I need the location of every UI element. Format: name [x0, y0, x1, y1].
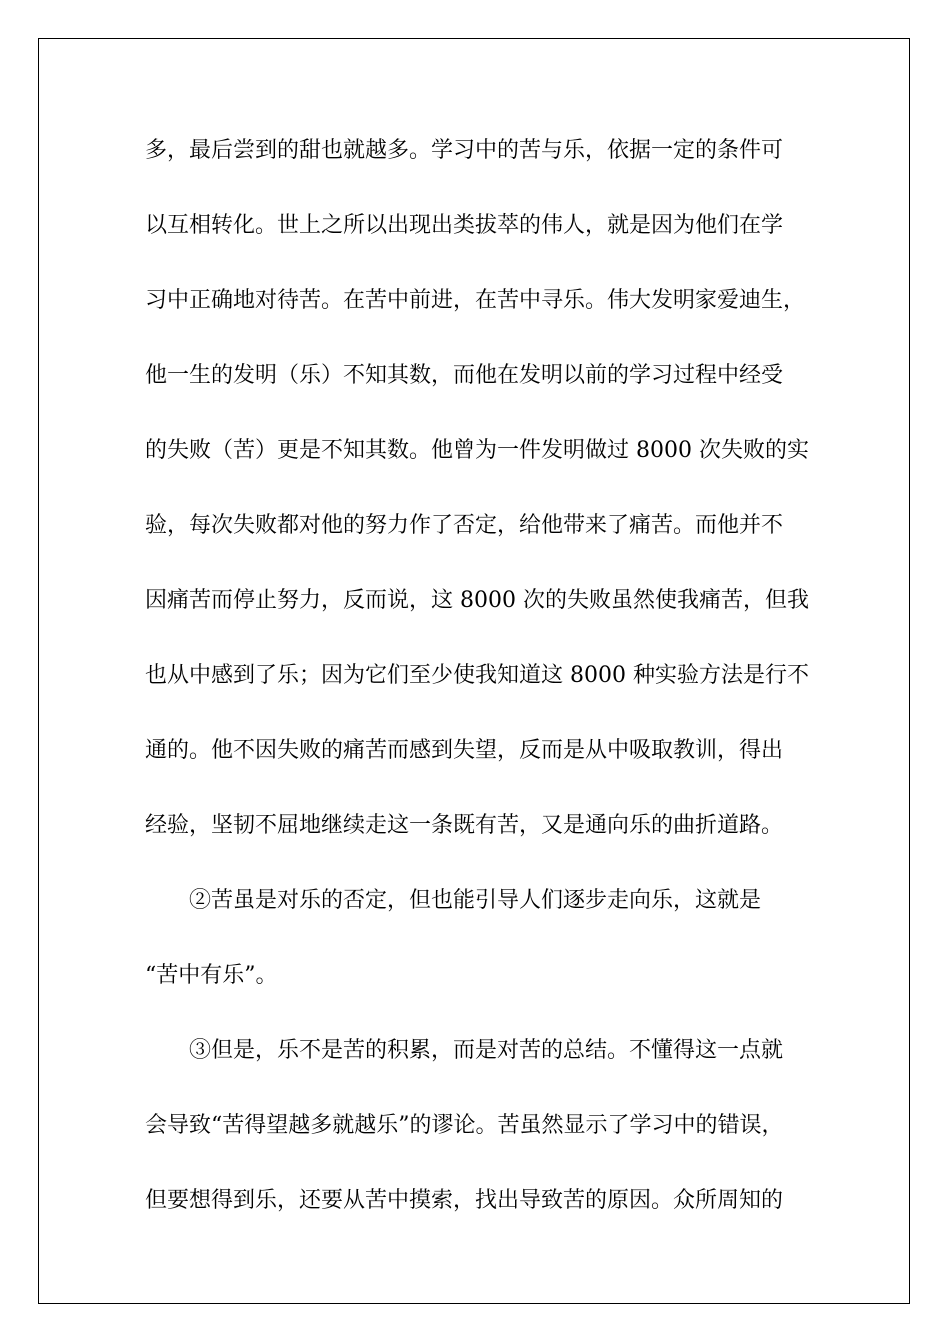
text-line: 也从中感到了乐；因为它们至少使我知道这 8000 种实验方法是行不 — [145, 663, 809, 688]
text-line: 会导致“苦得望越多就越乐”的谬论。苦虽然显示了学习中的错误， — [145, 1113, 784, 1138]
text-line: 习中正确地对待苦。在苦中前进，在苦中寻乐。伟大发明家爱迪生， — [145, 288, 806, 313]
text-line: 经验，坚韧不屈地继续走这一条既有苦，又是通向乐的曲折道路。 — [145, 813, 784, 838]
text-line: “苦中有乐”。 — [145, 963, 278, 988]
paragraph-3-start: ③但是，乐不是苦的积累，而是对苦的总结。不懂得这一点就 — [189, 1038, 784, 1063]
text-line: 多，最后尝到的甜也就越多。学习中的苦与乐，依据一定的条件可 — [145, 138, 784, 163]
text-line: 通的。他不因失败的痛苦而感到失望，反而是从中吸取教训，得出 — [145, 738, 784, 763]
text-line: 因痛苦而停止努力，反而说，这 8000 次的失败虽然使我痛苦，但我 — [145, 588, 809, 613]
text-line: 的失败（苦）更是不知其数。他曾为一件发明做过 8000 次失败的实 — [145, 438, 809, 463]
text-line: 验，每次失败都对他的努力作了否定，给他带来了痛苦。而他并不 — [145, 513, 784, 538]
text-line: 但要想得到乐，还要从苦中摸索，找出导致苦的原因。众所周知的 — [145, 1188, 784, 1213]
text-line: 以互相转化。世上之所以出现出类拔萃的伟人，就是因为他们在学 — [145, 213, 784, 238]
text-line: 他一生的发明（乐）不知其数，而他在发明以前的学习过程中经受 — [145, 363, 784, 388]
paragraph-2-start: ②苦虽是对乐的否定，但也能引导人们逐步走向乐，这就是 — [189, 888, 762, 913]
body-text — [145, 126, 810, 1251]
